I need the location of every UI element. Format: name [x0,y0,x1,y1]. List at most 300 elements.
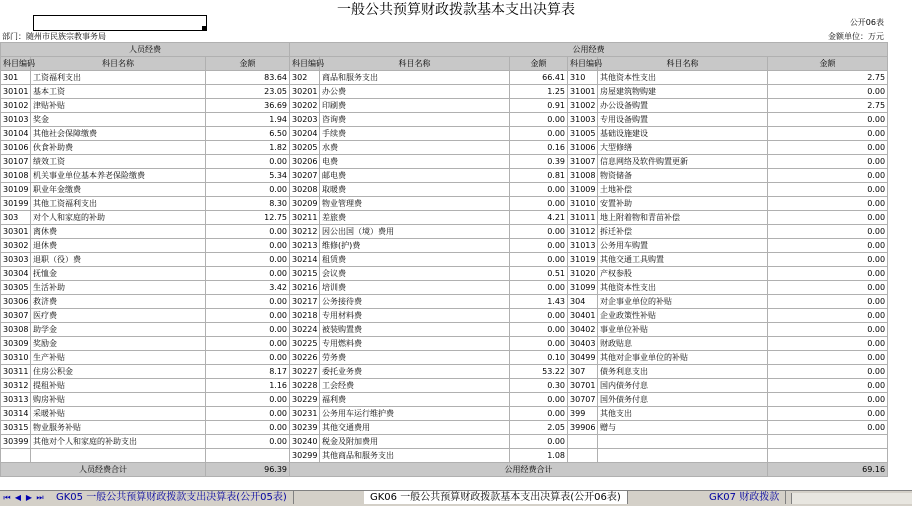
cell-code[interactable]: 30205 [290,141,320,155]
cell-amount[interactable]: 5.34 [206,169,290,183]
cell-code[interactable]: 31002 [568,99,598,113]
cell-code[interactable]: 30208 [290,183,320,197]
cell-name[interactable]: 商品和服务支出 [320,71,510,85]
cell-name[interactable]: 赠与 [598,421,768,435]
public-header: 公用经费 [290,43,888,57]
cell-code[interactable]: 30227 [290,365,320,379]
cell-amount[interactable]: 0.81 [510,169,568,183]
cell-name[interactable]: 救济费 [31,295,206,309]
cell-name[interactable]: 办公设备购置 [598,99,768,113]
amount-header: 金额 [768,57,888,71]
cell-code[interactable]: 30215 [290,267,320,281]
cell-code[interactable]: 30104 [1,127,31,141]
cell-code[interactable]: 30499 [568,351,598,365]
cell-code[interactable]: 30202 [290,99,320,113]
sheet-tab-bar [0,490,912,506]
cell-name[interactable]: 拆迁补偿 [598,225,768,239]
cell-code[interactable]: 30314 [1,407,31,421]
cell-amount[interactable]: 0.30 [510,379,568,393]
cell-code[interactable]: 30211 [290,211,320,225]
cell-code[interactable]: 30203 [290,113,320,127]
cell-amount[interactable]: 0.00 [206,351,290,365]
cell-amount[interactable]: 0.00 [206,323,290,337]
cell-amount[interactable]: 0.00 [768,323,888,337]
cell-code[interactable]: 31003 [568,113,598,127]
cell-amount[interactable]: 0.39 [510,155,568,169]
cell-name[interactable]: 会议费 [320,267,510,281]
cell-name[interactable]: 财政贴息 [598,337,768,351]
cell-name[interactable]: 债务利息支出 [598,365,768,379]
cell-amount[interactable] [768,435,888,449]
cell-amount[interactable]: 0.00 [206,225,290,239]
cell-amount[interactable]: 2.05 [510,421,568,435]
cell-name[interactable]: 因公出国（境）费用 [320,225,510,239]
cell-name[interactable]: 津贴补贴 [31,99,206,113]
cell-code[interactable]: 30315 [1,421,31,435]
cell-amount[interactable]: 0.00 [206,309,290,323]
cell-code[interactable]: 30207 [290,169,320,183]
cell-name[interactable]: 退职（役）费 [31,253,206,267]
fill-handle[interactable] [202,26,206,30]
cell-name[interactable]: 福利费 [320,393,510,407]
tab-gk07[interactable]: GK07 财政拨款 [703,491,786,504]
cell-amount[interactable]: 0.00 [510,337,568,351]
cell-name[interactable]: 劳务费 [320,351,510,365]
personnel-total-value: 96.39 [206,463,290,477]
cell-amount[interactable]: 2.75 [768,71,888,85]
cell-code[interactable]: 30403 [568,337,598,351]
table-row [1,239,888,253]
first-sheet-icon[interactable]: ⏮ [3,493,11,502]
cell-name[interactable]: 国外债务付息 [598,393,768,407]
cell-amount[interactable]: 0.00 [510,113,568,127]
cell-code[interactable]: 307 [568,365,598,379]
cell-amount[interactable] [768,449,888,463]
cell-amount[interactable]: 83.64 [206,71,290,85]
cell-amount[interactable]: 0.00 [768,225,888,239]
cell-name[interactable] [598,449,768,463]
amount-header: 金额 [206,57,290,71]
cell-name[interactable]: 其他商品和服务支出 [320,449,510,463]
cell-code[interactable]: 30306 [1,295,31,309]
cell-code[interactable]: 30225 [290,337,320,351]
cell-name[interactable]: 工资福利支出 [31,71,206,85]
tab-gk05[interactable]: GK05 一般公共预算财政拨款支出决算表(公开05表) [50,491,294,504]
cell-name[interactable]: 大型修缮 [598,141,768,155]
cell-amount[interactable]: 4.21 [510,211,568,225]
cell-name[interactable]: 土地补偿 [598,183,768,197]
cell-amount[interactable]: 12.75 [206,211,290,225]
cell-amount[interactable]: 0.00 [510,393,568,407]
cell-code[interactable]: 302 [290,71,320,85]
amount-header: 金额 [510,57,568,71]
table-row [1,183,888,197]
table-row [1,197,888,211]
cell-name[interactable]: 绩效工资 [31,155,206,169]
cell-amount[interactable]: 36.69 [206,99,290,113]
cell-name[interactable]: 其他资本性支出 [598,281,768,295]
table-row [1,407,888,421]
cell-name[interactable]: 物资储备 [598,169,768,183]
cell-code[interactable]: 31013 [568,239,598,253]
cell-name[interactable]: 事业单位补贴 [598,323,768,337]
table-row [1,99,888,113]
cell-amount[interactable]: 1.16 [206,379,290,393]
cell-name[interactable]: 地上附着物和青苗补偿 [598,211,768,225]
cell-code[interactable]: 31019 [568,253,598,267]
cell-code[interactable] [568,449,598,463]
cell-code[interactable]: 31008 [568,169,598,183]
cell-name[interactable]: 租赁费 [320,253,510,267]
cell-code[interactable]: 30216 [290,281,320,295]
next-sheet-icon[interactable]: ▶ [25,493,33,502]
cell-name[interactable]: 税金及附加费用 [320,435,510,449]
cell-code[interactable]: 399 [568,407,598,421]
table-row [1,267,888,281]
cell-name[interactable]: 维修(护)费 [320,239,510,253]
cell-code[interactable]: 31007 [568,155,598,169]
cell-name[interactable]: 工会经费 [320,379,510,393]
cell-code[interactable]: 30308 [1,323,31,337]
cell-code[interactable]: 30305 [1,281,31,295]
cell-amount[interactable]: 0.00 [510,323,568,337]
cell-code[interactable]: 30103 [1,113,31,127]
cell-name[interactable]: 公务接待费 [320,295,510,309]
cell-name[interactable]: 退休费 [31,239,206,253]
cell-amount[interactable]: 0.00 [768,197,888,211]
cell-code[interactable]: 30101 [1,85,31,99]
cell-amount[interactable]: 0.00 [768,113,888,127]
table-row [1,309,888,323]
cell-name[interactable]: 离休费 [31,225,206,239]
cell-name[interactable]: 其他工资福利支出 [31,197,206,211]
cell-amount[interactable]: 1.43 [510,295,568,309]
cell-code[interactable]: 30106 [1,141,31,155]
cell-amount[interactable]: 0.00 [768,169,888,183]
table-row [1,393,888,407]
cell-name[interactable]: 物业管理费 [320,197,510,211]
cell-name[interactable]: 被装购置费 [320,323,510,337]
table-row [1,141,888,155]
cell-code[interactable]: 30304 [1,267,31,281]
cell-name[interactable]: 信息网络及软件购置更新 [598,155,768,169]
cell-amount[interactable]: 0.00 [510,127,568,141]
unit-label: 金额单位：万元 [828,32,884,41]
cell-amount[interactable]: 0.00 [206,435,290,449]
cell-amount[interactable]: 0.00 [510,281,568,295]
cell-name[interactable]: 住房公积金 [31,365,206,379]
cell-amount[interactable]: 0.00 [768,379,888,393]
cell-name[interactable]: 差旅费 [320,211,510,225]
cell-name[interactable]: 取暖费 [320,183,510,197]
cell-code[interactable]: 30206 [290,155,320,169]
cell-amount[interactable]: 0.91 [510,99,568,113]
cell-code[interactable]: 30201 [290,85,320,99]
cell-code[interactable]: 30307 [1,309,31,323]
cell-code[interactable]: 30229 [290,393,320,407]
cell-amount[interactable]: 0.00 [206,393,290,407]
cell-name[interactable] [31,449,206,463]
cell-amount[interactable]: 0.00 [768,295,888,309]
cell-name[interactable] [598,435,768,449]
cell-code[interactable]: 30302 [1,239,31,253]
cell-amount[interactable]: 0.00 [206,183,290,197]
cell-code[interactable]: 30226 [290,351,320,365]
cell-amount[interactable]: 0.00 [768,309,888,323]
cell-name[interactable]: 其他资本性支出 [598,71,768,85]
cell-name[interactable]: 职业年金缴费 [31,183,206,197]
cell-name[interactable]: 医疗费 [31,309,206,323]
cell-amount[interactable]: 0.00 [768,267,888,281]
cell-amount[interactable]: 0.00 [206,155,290,169]
code-header: 科目编码 [568,57,598,71]
cell-code[interactable]: 304 [568,295,598,309]
cell-amount[interactable]: 0.00 [510,309,568,323]
table-row [1,225,888,239]
cell-code[interactable]: 303 [1,211,31,225]
report-title: 一般公共预算财政拨款基本支出决算表 [337,2,575,18]
department-label: 部门：随州市民族宗教事务局 [2,32,106,41]
public-total-value: 69.16 [768,463,888,477]
cell-name[interactable]: 伙食补助费 [31,141,206,155]
cell-code[interactable]: 30213 [290,239,320,253]
cell-name[interactable]: 企业政策性补贴 [598,309,768,323]
cell-name[interactable]: 办公费 [320,85,510,99]
cell-name[interactable]: 对企事业单位的补贴 [598,295,768,309]
cell-name[interactable]: 基础设施建设 [598,127,768,141]
cell-amount[interactable]: 3.42 [206,281,290,295]
cell-name[interactable]: 抚恤金 [31,267,206,281]
cell-name[interactable]: 公务用车购置 [598,239,768,253]
cell-code[interactable]: 31012 [568,225,598,239]
cell-code[interactable]: 30209 [290,197,320,211]
cell-code[interactable]: 30707 [568,393,598,407]
table-row [1,71,888,85]
cell-code[interactable] [1,449,31,463]
cell-code[interactable]: 30240 [290,435,320,449]
cell-amount[interactable]: 0.00 [768,365,888,379]
cell-amount[interactable]: 0.00 [768,421,888,435]
cell-code[interactable]: 301 [1,71,31,85]
table-row [1,365,888,379]
cell-code[interactable]: 30399 [1,435,31,449]
table-row [1,351,888,365]
cell-amount[interactable]: 0.00 [510,197,568,211]
table-row [1,281,888,295]
cell-name[interactable]: 邮电费 [320,169,510,183]
expenditure-table [0,42,888,477]
personnel-header: 人员经费 [1,43,290,57]
table-code: 公开06表 [849,18,884,27]
cell-code[interactable]: 30204 [290,127,320,141]
cell-amount[interactable]: 53.22 [510,365,568,379]
cell-amount[interactable]: 2.75 [768,99,888,113]
cell-amount[interactable]: 0.00 [510,435,568,449]
cell-code[interactable]: 30310 [1,351,31,365]
cell-name[interactable]: 其他交通费用 [320,421,510,435]
cell-name[interactable]: 奖励金 [31,337,206,351]
cell-name[interactable]: 水费 [320,141,510,155]
cell-amount[interactable]: 0.51 [510,267,568,281]
table-row [1,295,888,309]
cell-name[interactable]: 公务用车运行维护费 [320,407,510,421]
cell-name[interactable]: 物业服务补贴 [31,421,206,435]
cell-code[interactable]: 30218 [290,309,320,323]
cell-amount[interactable]: 0.00 [510,225,568,239]
cell-name[interactable]: 手续费 [320,127,510,141]
name-header: 科目名称 [320,57,510,71]
cell-code[interactable]: 30313 [1,393,31,407]
cell-name[interactable]: 专用材料费 [320,309,510,323]
cell-code[interactable] [568,435,598,449]
selected-cell-box[interactable] [33,15,207,31]
cell-name[interactable]: 其他对企事业单位的补贴 [598,351,768,365]
cell-code[interactable]: 30107 [1,155,31,169]
table-row [1,379,888,393]
cell-amount[interactable]: 8.17 [206,365,290,379]
cell-name[interactable]: 安置补助 [598,197,768,211]
table-row [1,337,888,351]
cell-code[interactable]: 30231 [290,407,320,421]
cell-code[interactable]: 30311 [1,365,31,379]
cell-code[interactable]: 31006 [568,141,598,155]
cell-amount[interactable] [206,449,290,463]
cell-amount[interactable]: 0.00 [510,239,568,253]
cell-code[interactable]: 30299 [290,449,320,463]
cell-name[interactable]: 咨询费 [320,113,510,127]
cell-name[interactable]: 委托业务费 [320,365,510,379]
tab-gk06[interactable]: GK06 一般公共预算财政拨款基本支出决算表(公开06表) [364,491,628,504]
table-row [1,323,888,337]
cell-amount[interactable]: 0.00 [206,295,290,309]
cell-name[interactable]: 其他社会保障缴费 [31,127,206,141]
cell-amount[interactable]: 6.50 [206,127,290,141]
cell-code[interactable]: 30312 [1,379,31,393]
cell-code[interactable]: 31099 [568,281,598,295]
cell-name[interactable]: 助学金 [31,323,206,337]
cell-name[interactable]: 国内债务付息 [598,379,768,393]
table-row [1,253,888,267]
cell-amount[interactable]: 0.00 [768,337,888,351]
cell-name[interactable]: 奖金 [31,113,206,127]
cell-code[interactable]: 30301 [1,225,31,239]
cell-code[interactable]: 30214 [290,253,320,267]
public-total-label: 公用经费合计 [290,463,768,477]
cell-name[interactable]: 对个人和家庭的补助 [31,211,206,225]
cell-name[interactable]: 专用设备购置 [598,113,768,127]
last-sheet-icon[interactable]: ⏭ [36,493,44,502]
cell-code[interactable]: 30224 [290,323,320,337]
cell-code[interactable]: 31001 [568,85,598,99]
cell-amount[interactable]: 1.08 [510,449,568,463]
cell-name[interactable]: 机关事业单位基本养老保险缴费 [31,169,206,183]
cell-name[interactable]: 产权参股 [598,267,768,281]
cell-code[interactable]: 31010 [568,197,598,211]
cell-amount[interactable]: 0.00 [768,253,888,267]
cell-code[interactable]: 31005 [568,127,598,141]
cell-amount[interactable]: 0.10 [510,351,568,365]
cell-amount[interactable]: 0.00 [768,281,888,295]
cell-amount[interactable]: 1.94 [206,113,290,127]
cell-code[interactable]: 30309 [1,337,31,351]
cell-amount[interactable]: 0.00 [206,239,290,253]
cell-name[interactable]: 生产补贴 [31,351,206,365]
cell-amount[interactable]: 0.00 [206,421,290,435]
cell-amount[interactable]: 0.00 [510,253,568,267]
cell-amount[interactable]: 0.00 [206,253,290,267]
cell-name[interactable]: 采暖补贴 [31,407,206,421]
cell-code[interactable]: 30217 [290,295,320,309]
cell-amount[interactable]: 0.00 [768,141,888,155]
cell-code[interactable]: 39906 [568,421,598,435]
cell-code[interactable]: 30701 [568,379,598,393]
cell-amount[interactable]: 0.00 [768,85,888,99]
cell-code[interactable]: 30228 [290,379,320,393]
cell-amount[interactable]: 66.41 [510,71,568,85]
cell-amount[interactable]: 0.00 [768,407,888,421]
cell-amount[interactable]: 0.00 [768,211,888,225]
cell-amount[interactable]: 8.30 [206,197,290,211]
cell-code[interactable]: 30402 [568,323,598,337]
cell-amount[interactable]: 0.00 [206,407,290,421]
cell-amount[interactable]: 1.82 [206,141,290,155]
cell-amount[interactable]: 0.00 [206,267,290,281]
cell-code[interactable]: 30212 [290,225,320,239]
cell-name[interactable]: 购房补贴 [31,393,206,407]
cell-code[interactable]: 31020 [568,267,598,281]
cell-name[interactable]: 培训费 [320,281,510,295]
cell-amount[interactable]: 0.00 [768,393,888,407]
table-row [1,113,888,127]
cell-amount[interactable]: 0.00 [206,337,290,351]
cell-name[interactable]: 基本工资 [31,85,206,99]
cell-amount[interactable]: 0.00 [768,155,888,169]
cell-code[interactable]: 31011 [568,211,598,225]
cell-name[interactable]: 专用燃料费 [320,337,510,351]
prev-sheet-icon[interactable]: ◀ [14,493,22,502]
cell-code[interactable]: 310 [568,71,598,85]
cell-code[interactable]: 30102 [1,99,31,113]
cell-amount[interactable]: 23.05 [206,85,290,99]
cell-code[interactable]: 30401 [568,309,598,323]
cell-code[interactable]: 30108 [1,169,31,183]
cell-name[interactable]: 提租补贴 [31,379,206,393]
cell-name[interactable]: 生活补助 [31,281,206,295]
cell-name[interactable]: 其他支出 [598,407,768,421]
cell-amount[interactable]: 0.00 [768,239,888,253]
table-row [1,169,888,183]
cell-name[interactable]: 房屋建筑物购建 [598,85,768,99]
cell-code[interactable]: 31009 [568,183,598,197]
cell-name[interactable]: 其他交通工具购置 [598,253,768,267]
cell-amount[interactable]: 0.00 [768,351,888,365]
cell-amount[interactable]: 0.16 [510,141,568,155]
cell-amount[interactable]: 0.00 [768,127,888,141]
cell-name[interactable]: 电费 [320,155,510,169]
code-header: 科目编码 [1,57,31,71]
cell-code[interactable]: 30109 [1,183,31,197]
cell-name[interactable]: 其他对个人和家庭的补助支出 [31,435,206,449]
cell-amount[interactable]: 0.00 [510,183,568,197]
cell-name[interactable]: 印刷费 [320,99,510,113]
horizontal-scrollbar[interactable] [791,493,912,504]
cell-code[interactable]: 30303 [1,253,31,267]
cell-amount[interactable]: 0.00 [510,407,568,421]
cell-amount[interactable]: 1.25 [510,85,568,99]
cell-amount[interactable]: 0.00 [768,183,888,197]
cell-code[interactable]: 30239 [290,421,320,435]
cell-code[interactable]: 30199 [1,197,31,211]
